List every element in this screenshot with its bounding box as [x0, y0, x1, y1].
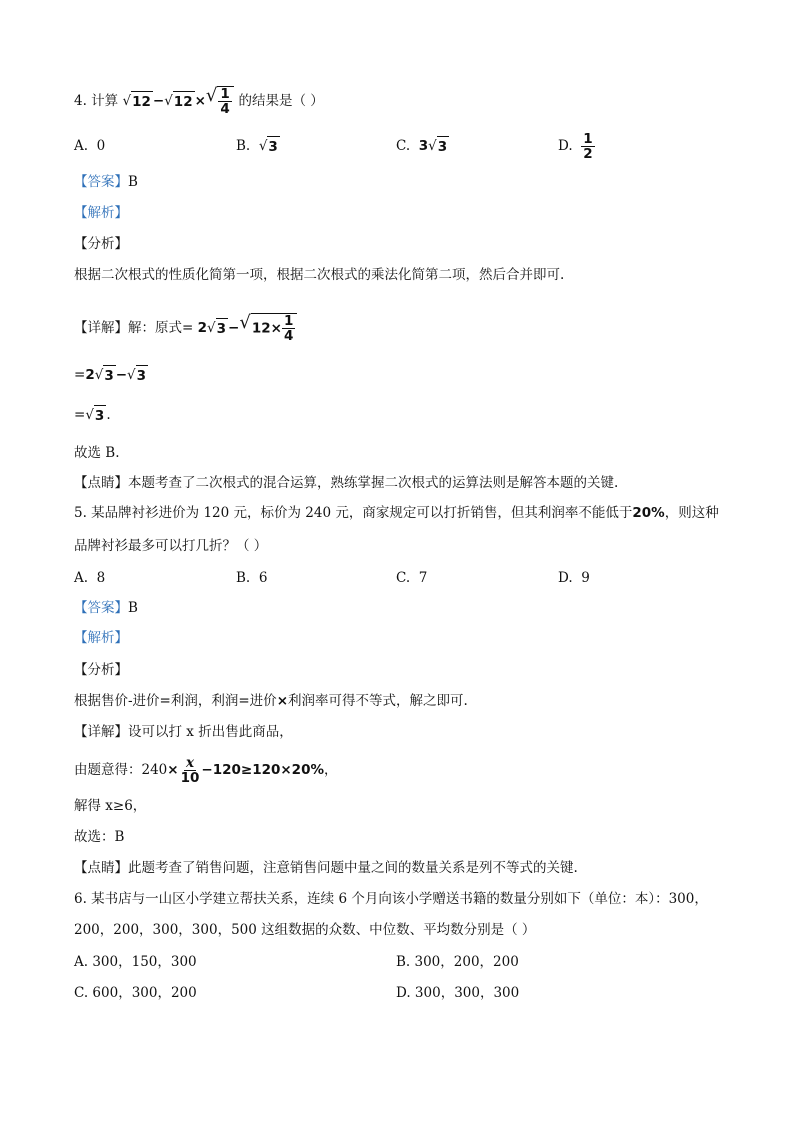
fenxi-text: 根据售价-进价=利润，利润=进价	[74, 693, 277, 709]
option-value: 8	[96, 570, 106, 586]
q4-detail-expression	[197, 312, 298, 344]
q4-conclusion: 故选 B.	[74, 445, 120, 461]
q4-sqrt-12-b: 12	[173, 91, 195, 112]
sqrt-symbol: √ 3	[94, 367, 114, 384]
detail-text: 设可以打 x 折出售此商品，	[128, 724, 293, 740]
q4-option-b	[236, 136, 280, 157]
detail-prefix: 解：原式=	[128, 320, 194, 336]
option-label: D.	[558, 570, 573, 586]
coef: 2	[197, 320, 208, 336]
q4-step2	[74, 365, 148, 386]
q5-dianjing	[74, 858, 578, 878]
frac-num: x	[185, 755, 195, 771]
q4-option-d	[558, 132, 595, 161]
times: ×	[167, 762, 179, 778]
radicand: 3	[136, 365, 148, 386]
q4-analysis-tag: 【解析】	[74, 205, 128, 221]
q4-frac-num: 1	[220, 86, 230, 102]
fenxi-text: 利润率可得不等式，解之即可.	[288, 693, 468, 709]
frac-den: 4	[283, 328, 294, 344]
q4-answer	[74, 172, 138, 192]
option-value: 6	[258, 570, 268, 586]
stem-percent: 20%	[632, 505, 665, 521]
radicand: 3	[216, 318, 228, 339]
times: ×	[276, 693, 288, 709]
sqrt-symbol: √ 3	[127, 367, 147, 384]
stem-text: 5. 某品牌衬衫进价为 120 元，标价为 240 元，商家规定可以打折销售，但其利润率不能低于	[74, 505, 633, 521]
q5-fenxi-tag: 【分析】	[74, 662, 128, 678]
eq-end: ，	[324, 762, 338, 778]
q5-detail	[74, 722, 293, 742]
minus: −	[115, 367, 128, 383]
q4-minus: −	[152, 93, 165, 109]
q4-stem-suffix: 的结果是（ ）	[238, 93, 324, 109]
option-label: B.	[236, 138, 251, 154]
q6-option-a: A. 300，150，300	[74, 954, 197, 970]
q4-fenxi-text: 根据二次根式的性质化简第一项，根据二次根式的乘法化简第二项，然后合并即可.	[74, 267, 565, 283]
q6-option-d: D. 300，300，300	[396, 985, 520, 1001]
option-value: 3	[437, 136, 449, 157]
option-coef: 3	[418, 138, 429, 154]
period: .	[106, 407, 111, 423]
q5-option-c	[396, 568, 427, 588]
q5-option-a	[74, 568, 105, 588]
option-value: 7	[418, 570, 428, 586]
dianjing-text: 本题考查了二次根式的混合运算，熟练掌握二次根式的运算法则是解答本题的关键.	[128, 475, 619, 491]
option-label: C.	[396, 570, 411, 586]
q6-stem-line2: 200，200，300，300，500 这组数据的众数、中位数、平均数分别是（ ）	[74, 922, 536, 938]
q4-detail	[74, 313, 297, 343]
frac-num: 1	[283, 313, 294, 329]
answer-tag: 【答案】	[74, 600, 128, 616]
q5-stem-line2: 品牌衬衫最多可以打几折？（ ）	[74, 538, 268, 554]
minus: −	[228, 320, 240, 336]
radicand-inner: 12×	[251, 320, 282, 337]
q5-answer	[74, 598, 138, 618]
q4-stem	[74, 86, 324, 116]
option-label: C.	[396, 138, 411, 154]
sqrt-symbol: √ 12	[164, 92, 193, 110]
q4-option-c	[396, 136, 449, 157]
sqrt-symbol: √ 3	[207, 319, 227, 337]
option-label: A.	[74, 138, 89, 154]
equals: =	[74, 367, 86, 383]
sqrt-symbol: √ 12	[122, 92, 151, 110]
frac-num: 1	[583, 131, 593, 147]
sqrt-symbol: √ 3	[85, 407, 105, 424]
q4-sqrt-12-a: 12	[131, 91, 153, 112]
option-fraction	[581, 132, 594, 161]
q5-equation	[74, 756, 338, 785]
option-label: B.	[236, 570, 251, 586]
radicand: 3	[94, 405, 106, 426]
eq-rest: −120≥120×20%	[201, 762, 324, 778]
q4-times: ×	[194, 93, 206, 109]
q4-fenxi-tag: 【分析】	[74, 236, 128, 252]
q5-stem-line1	[74, 503, 719, 523]
q5-solve: 解得 x≥6，	[74, 798, 147, 814]
answer-tag: 【答案】	[74, 174, 128, 190]
dianjing-tag: 【点睛】	[74, 475, 128, 491]
eq-prefix: 由题意得：240	[74, 762, 168, 778]
q5-fenxi-text	[74, 691, 468, 711]
q5-analysis-tag: 【解析】	[74, 630, 128, 646]
stem-text: ，则这种	[664, 505, 719, 521]
q4-stem-prefix: 4. 计算	[74, 93, 119, 109]
q6-option-b: B. 300，200，200	[396, 954, 519, 970]
frac-den: 10	[180, 770, 200, 786]
q6-stem-line1: 6. 某书店与一山区小学建立帮扶关系，连续 6 个月向该小学赠送书籍的数量分别如下（单位：本）：300，	[74, 891, 708, 907]
radicand: 3	[103, 365, 115, 386]
answer-value: B	[128, 174, 138, 190]
option-label: D.	[558, 138, 573, 154]
sqrt-symbol: √ 12× $\frac{1}{4}$	[239, 313, 297, 343]
option-value: 0	[96, 138, 106, 154]
answer-value: B	[128, 600, 138, 616]
q5-option-d	[558, 568, 590, 588]
sqrt-symbol: √ 3	[428, 138, 448, 155]
option-value: 9	[581, 570, 590, 586]
eq-fraction	[179, 756, 202, 785]
dianjing-text: 此题考查了销售问题，注意销售问题中量之间的数量关系是列不等式的关键.	[128, 860, 578, 876]
q4-expression	[122, 85, 238, 117]
q4-dianjing	[74, 473, 618, 493]
q4-frac-den: 4	[220, 101, 230, 117]
detail-tag: 【详解】	[74, 724, 128, 740]
q4-step3	[74, 405, 111, 426]
option-label: A.	[74, 570, 89, 586]
sqrt-symbol: √ 3	[258, 138, 278, 155]
q5-conclusion: 故选：B	[74, 829, 125, 845]
equals: =	[74, 407, 86, 423]
sqrt-symbol: √ $\frac{1}{4}$	[206, 86, 234, 116]
coef: 2	[85, 367, 95, 383]
option-value: 3	[267, 136, 279, 157]
dianjing-tag: 【点睛】	[74, 860, 128, 876]
q5-option-b	[236, 568, 267, 588]
q6-option-c: C. 600，300，200	[74, 985, 197, 1001]
frac-den: 2	[583, 146, 593, 162]
q4-option-a	[74, 136, 105, 156]
detail-tag: 【详解】	[74, 320, 128, 336]
